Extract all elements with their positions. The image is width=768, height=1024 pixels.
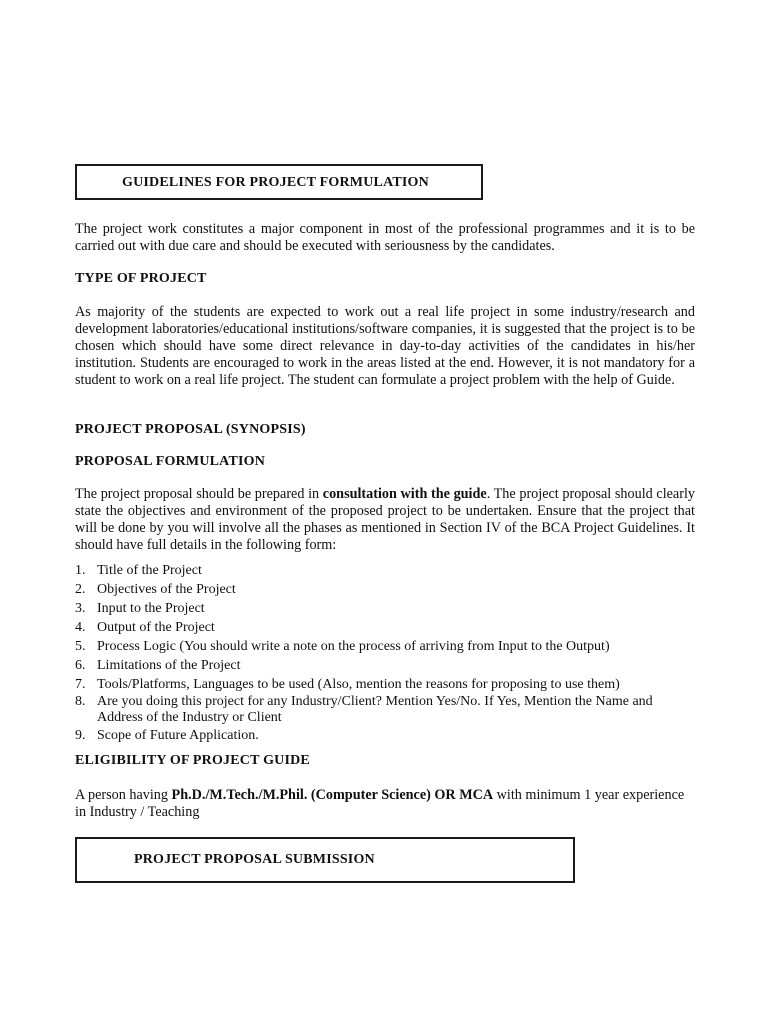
list-item [75, 694, 695, 726]
proposal-text-end: . The project proposal should clearly state the objectives and environment of the proposed project to be undertaken. Ensure that the project that will be done by you will involve all the phases as mentioned in Section IV of the BCA Project Guidelines. It should have full details in the following form: [75, 486, 695, 553]
list-item [75, 580, 695, 599]
eligibility-text-emphasis: Ph.D./M.Tech./M.Phil. (Computer Science) OR MCA [171, 787, 494, 803]
list-item [75, 656, 695, 675]
proposal-fields-list [75, 561, 695, 745]
submission-title: PROJECT PROPOSAL SUBMISSION [134, 852, 375, 867]
list-item-number: 6. [75, 658, 86, 673]
proposal-formulation-block [75, 486, 695, 554]
list-item [75, 561, 695, 580]
list-item [75, 675, 695, 694]
proposal-text-start: The project proposal should be prepared in [75, 486, 323, 502]
list-item-number: 3. [75, 601, 86, 616]
proposal-text-emphasis: consultation with the guide [322, 486, 487, 502]
proposal-formulation-paragraph [75, 486, 695, 554]
list-item [75, 618, 695, 637]
guidelines-title: GUIDELINES FOR PROJECT FORMULATION [122, 175, 429, 190]
list-item-text: Scope of Future Application. [97, 728, 259, 743]
list-item [75, 637, 695, 656]
list-item-text: Limitations of the Project [97, 658, 241, 673]
list-item-text: Are you doing this project for any Industry/Client? Mention Yes/No. If Yes, Mention the Name and Address of the Industry or Client [97, 694, 653, 725]
list-item-text: Process Logic (You should write a note on the process of arriving from Input to the Output) [97, 639, 610, 654]
list-item-text: Input to the Project [97, 601, 205, 616]
list-item-number: 4. [75, 620, 86, 635]
type-of-project-block [75, 304, 695, 389]
eligibility-block [75, 787, 695, 821]
project-proposal-heading: PROJECT PROPOSAL (SYNOPSIS) [75, 422, 306, 437]
proposal-fields-block [75, 561, 695, 745]
list-item-number: 5. [75, 639, 86, 654]
type-of-project-heading: TYPE OF PROJECT [75, 271, 207, 286]
list-item [75, 726, 695, 745]
guidelines-title-box [75, 164, 483, 200]
list-item-number: 7. [75, 677, 86, 692]
intro-paragraph: The project work constitutes a major component in most of the professional programmes and it is to be carried out with due care and should be executed with seriousness by the candidates. [75, 221, 695, 254]
list-item-number: 1. [75, 563, 86, 578]
list-item-text: Output of the Project [97, 620, 215, 635]
type-of-project-paragraph: As majority of the students are expected to work out a real life project in some industry/research and development laboratories/educational institutions/software companies, it is suggested that the project is to be chosen which should have some direct relevance in day-to-day activities of the candidates in his/her institution. Students are encouraged to work in the areas listed at the end. However, it is not mandatory for a student to work on a real life project. The student can formulate a project problem with the help of Guide. [75, 304, 695, 388]
list-item [75, 599, 695, 618]
eligibility-heading: ELIGIBILITY OF PROJECT GUIDE [75, 753, 310, 768]
list-item-number: 8. [75, 694, 86, 709]
proposal-formulation-heading: PROPOSAL FORMULATION [75, 454, 266, 469]
eligibility-text-end: with minimum 1 year experience in Industry / Teaching [75, 787, 685, 820]
eligibility-text-start: A person having [75, 787, 172, 803]
submission-title-box [75, 837, 575, 883]
list-item-number: 2. [75, 582, 86, 597]
list-item-text: Tools/Platforms, Languages to be used (Also, mention the reasons for proposing to use them) [97, 677, 620, 692]
list-item-text: Objectives of the Project [97, 582, 236, 597]
eligibility-paragraph [75, 787, 695, 821]
list-item-text: Title of the Project [97, 563, 202, 578]
list-item-number: 9. [75, 728, 86, 743]
intro-paragraph-block [75, 221, 695, 255]
